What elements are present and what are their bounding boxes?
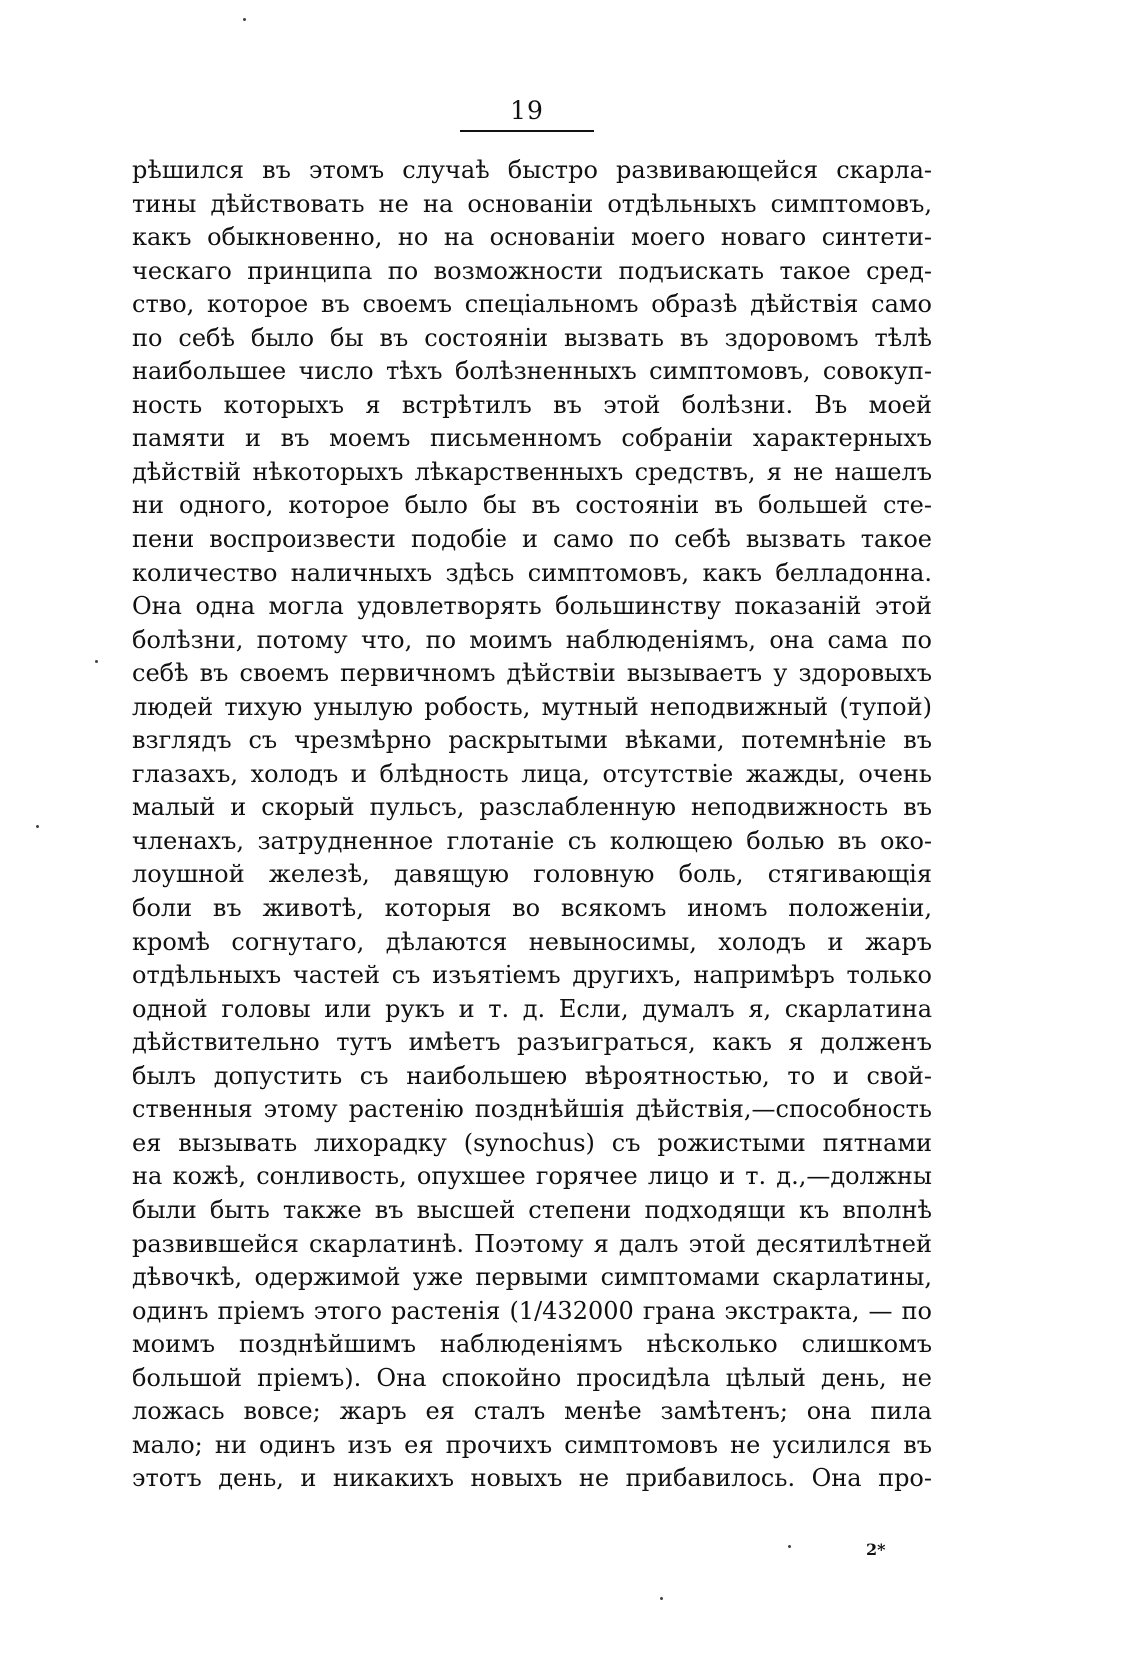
- text-line: членахъ, затрудненное глотаніе съ колющею болью въ око-: [132, 826, 932, 855]
- text-line: одинъ пріемъ этого растенія (1/432000 грана экстракта, — по: [132, 1296, 932, 1325]
- text-line: пени воспроизвести подобіе и само по себѣ вызвать такое: [132, 525, 932, 554]
- text-line: боли въ животѣ, которыя во всякомъ иномъ положеніи,: [132, 894, 932, 923]
- text-line: ственныя этому растенію позднѣйшія дѣйствія,—способность: [132, 1095, 932, 1124]
- body-text: [132, 154, 932, 1496]
- text-line: одной головы или рукъ и т. д. Если, думалъ я, скарлатина: [132, 994, 932, 1023]
- text-line: ство, которое въ своемъ спеціальномъ образѣ дѣйствія само: [132, 290, 932, 319]
- scan-speck: [788, 1545, 791, 1548]
- text-line: лоушной железѣ, давящую головную боль, стягивающія: [132, 860, 932, 889]
- text-line: моимъ позднѣйшимъ наблюденіямъ нѣсколько слишкомъ: [132, 1330, 932, 1359]
- text-line: на кожѣ, сонливость, опухшее горячее лицо и т. д.,—должны: [132, 1162, 932, 1191]
- text-line: ни одного, которое было бы въ состояніи въ большей сте-: [132, 491, 932, 520]
- text-line: дѣйствительно тутъ имѣетъ разъиграться, какъ я долженъ: [132, 1028, 932, 1057]
- printer-signature-mark: 2*: [866, 1540, 886, 1559]
- header-rule: [460, 130, 594, 132]
- text-line: рѣшился въ этомъ случаѣ быстро развивающейся скарла-: [132, 156, 932, 184]
- text-line: людей тихую унылую робость, мутный неподвижный (тупой): [132, 692, 932, 721]
- scan-speck: [95, 660, 98, 663]
- text-line: болѣзни, потому что, по моимъ наблюденіямъ, она сама по: [132, 625, 932, 654]
- text-line: дѣйствій нѣкоторыхъ лѣкарственныхъ средствъ, я не нашелъ: [132, 457, 932, 486]
- text-line: количество наличныхъ здѣсь симптомовъ, какъ белладонна.: [132, 558, 932, 587]
- text-line: памяти и въ моемъ письменномъ собраніи характерныхъ: [132, 424, 932, 453]
- text-line: ческаго принципа по возможности подъискать такое сред-: [132, 256, 932, 285]
- text-line: ность которыхъ я встрѣтилъ въ этой болѣзни. Въ моей: [132, 390, 932, 419]
- text-line: былъ допустить съ наибольшею вѣроятностью, то и свой-: [132, 1061, 932, 1090]
- scan-speck: [36, 825, 39, 828]
- text-line: кромѣ согнутаго, дѣлаются невыносимы, холодъ и жаръ: [132, 927, 932, 956]
- text-line: ложась вовсе; жаръ ея сталъ менѣе замѣтенъ; она пила: [132, 1397, 932, 1426]
- text-line: большой пріемъ). Она спокойно просидѣла цѣлый день, не: [132, 1363, 932, 1392]
- text-line: себѣ въ своемъ первичномъ дѣйствіи вызываетъ у здоровыхъ: [132, 659, 932, 688]
- text-line: дѣвочкѣ, одержимой уже первыми симптомами скарлатины,: [132, 1263, 932, 1292]
- text-line: Она одна могла удовлетворять большинству показаній этой: [132, 592, 932, 621]
- text-line: взглядъ съ чрезмѣрно раскрытыми вѣками, потемнѣніе въ: [132, 726, 932, 755]
- scan-speck: [243, 18, 246, 21]
- text-line: развившейся скарлатинѣ. Поэтому я далъ этой десятилѣтней: [132, 1229, 932, 1258]
- text-line: мало; ни одинъ изъ ея прочихъ симптомовъ не усилился въ: [132, 1430, 932, 1459]
- text-line: этотъ день, и никакихъ новыхъ не прибавилось. Она про-: [132, 1464, 932, 1493]
- text-line: наибольшее число тѣхъ болѣзненныхъ симптомовъ, совокуп-: [132, 357, 932, 386]
- text-line: малый и скорый пульсъ, разслабленную неподвижность въ: [132, 793, 932, 822]
- text-line: ея вызывать лихорадку (synochus) съ рожистыми пятнами: [132, 1128, 932, 1157]
- text-line: какъ обыкновенно, но на основаніи моего новаго синтети-: [132, 223, 932, 252]
- text-line: по себѣ было бы въ состояніи вызвать въ здоровомъ тѣлѣ: [132, 323, 932, 352]
- text-line: были быть также въ высшей степени подходящи къ вполнѣ: [132, 1195, 932, 1224]
- text-line: отдѣльныхъ частей съ изъятіемъ другихъ, напримѣръ только: [132, 961, 932, 990]
- scan-speck: [660, 1597, 663, 1600]
- page-number: 19: [510, 96, 544, 125]
- text-line: тины дѣйствовать не на основаніи отдѣльныхъ симптомовъ,: [132, 189, 932, 218]
- text-line: глазахъ, холодъ и блѣдность лица, отсутствіе жажды, очень: [132, 759, 932, 788]
